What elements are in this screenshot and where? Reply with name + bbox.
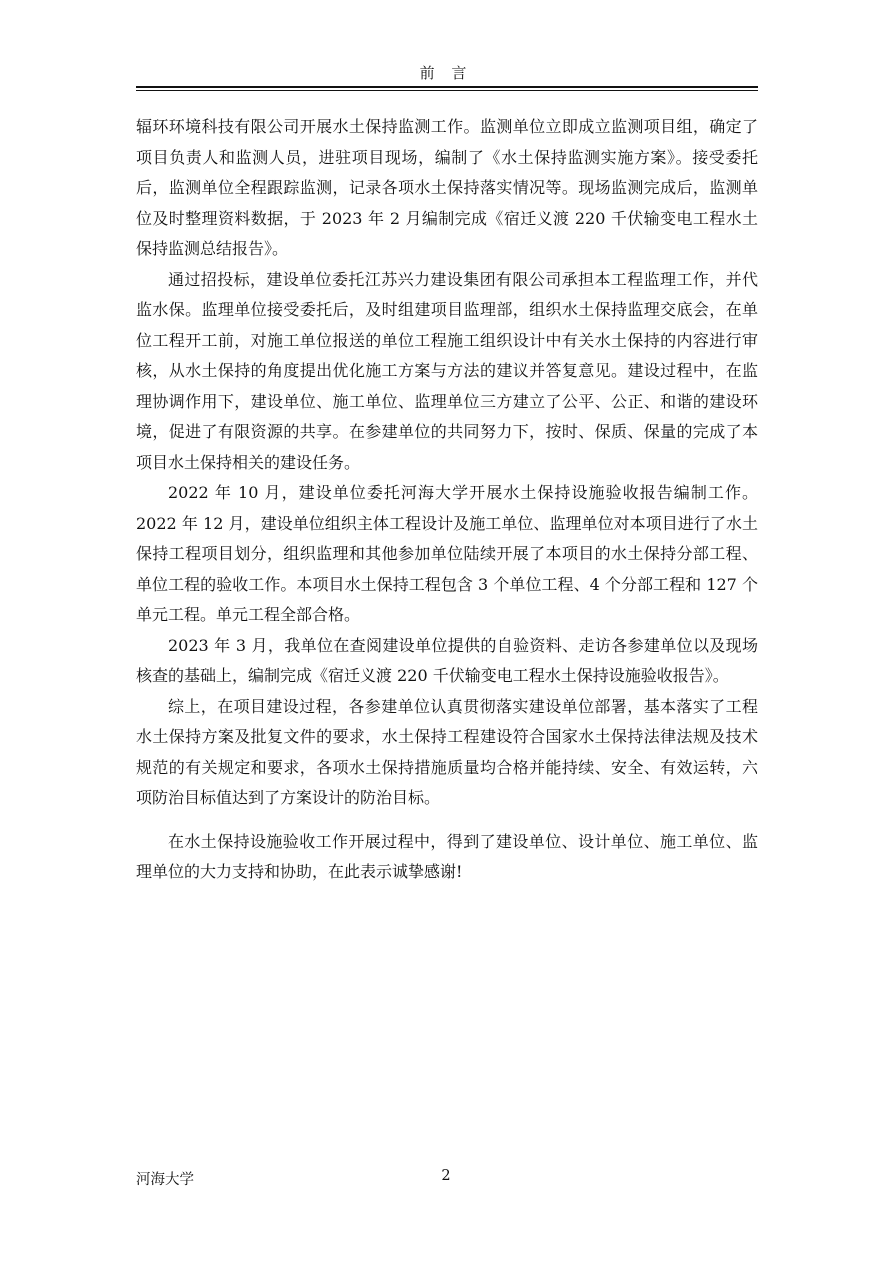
page-number: 2 xyxy=(441,1168,451,1184)
paragraph-5: 综上，在项目建设过程，各参建单位认真贯彻落实建设单位部署，基本落实了工程水土保持方案及批复文件的要求，水土保持工程建设符合国家水土保持法律法规及技术规范的有关规定和要求，各项水土保持措施质量均合格并能持续、安全、有效运转，六项防治目标值达到了方案设计的防治目标。 xyxy=(136,696,758,807)
header-rule-thin xyxy=(136,90,758,91)
paragraph-6: 在水土保持设施验收工作开展过程中，得到了建设单位、设计单位、施工单位、监理单位的大力支持和协助，在此表示诚挚感谢! xyxy=(136,831,758,881)
body-text xyxy=(136,112,758,888)
paragraph-3: 2022 年 10 月，建设单位委托河海大学开展水土保持设施验收报告编制工作。2022 年 12 月，建设单位组织主体工程设计及施工单位、监理单位对本项目进行了水土保持工程项目划分，组织监理和其他参加单位陆续开展了本项目的水土保持分部工程、单位工程的验收工作。本项目水土保持工程包含 3 个单位工程、4 个分部工程和 127 个单元工程。单元工程全部合格。 xyxy=(136,483,758,624)
footer-organization: 河海大学 xyxy=(136,1172,194,1188)
header-title: 前 言 xyxy=(419,64,473,82)
paragraph-4: 2023 年 3 月，我单位在查阅建设单位提供的自验资料、走访各参建单位以及现场核查的基础上，编制完成《宿迁义渡 220 千伏输变电工程水土保持设施验收报告》。 xyxy=(136,635,758,685)
header-rule-thick xyxy=(136,86,758,88)
paragraph-1: 辐环环境科技有限公司开展水土保持监测工作。监测单位立即成立监测项目组，确定了项目负责人和监测人员，进驻项目现场，编制了《水土保持监测实施方案》。接受委托后，监测单位全程跟踪监测，记录各项水土保持落实情况等。现场监测完成后，监测单位及时整理资料数据，于 2023 年 2 月编制完成《宿迁义渡 220 千伏输变电工程水土保持监测总结报告》。 xyxy=(136,117,758,258)
paragraph-2: 通过招投标，建设单位委托江苏兴力建设集团有限公司承担本工程监理工作，并代监水保。监理单位接受委托后，及时组建项目监理部，组织水土保持监理交底会，在单位工程开工前，对施工单位报送的单位工程施工组织设计中有关水土保持的内容进行审核，从水土保持的角度提出优化施工方案与方法的建议并答复意见。建设过程中，在监理协调作用下，建设单位、施工单位、监理单位三方建立了公平、公正、和谐的建设环境，促进了有限资源的共享。在参建单位的共同努力下，按时、保质、保量的完成了本项目水土保持相关的建设任务。 xyxy=(136,269,758,472)
